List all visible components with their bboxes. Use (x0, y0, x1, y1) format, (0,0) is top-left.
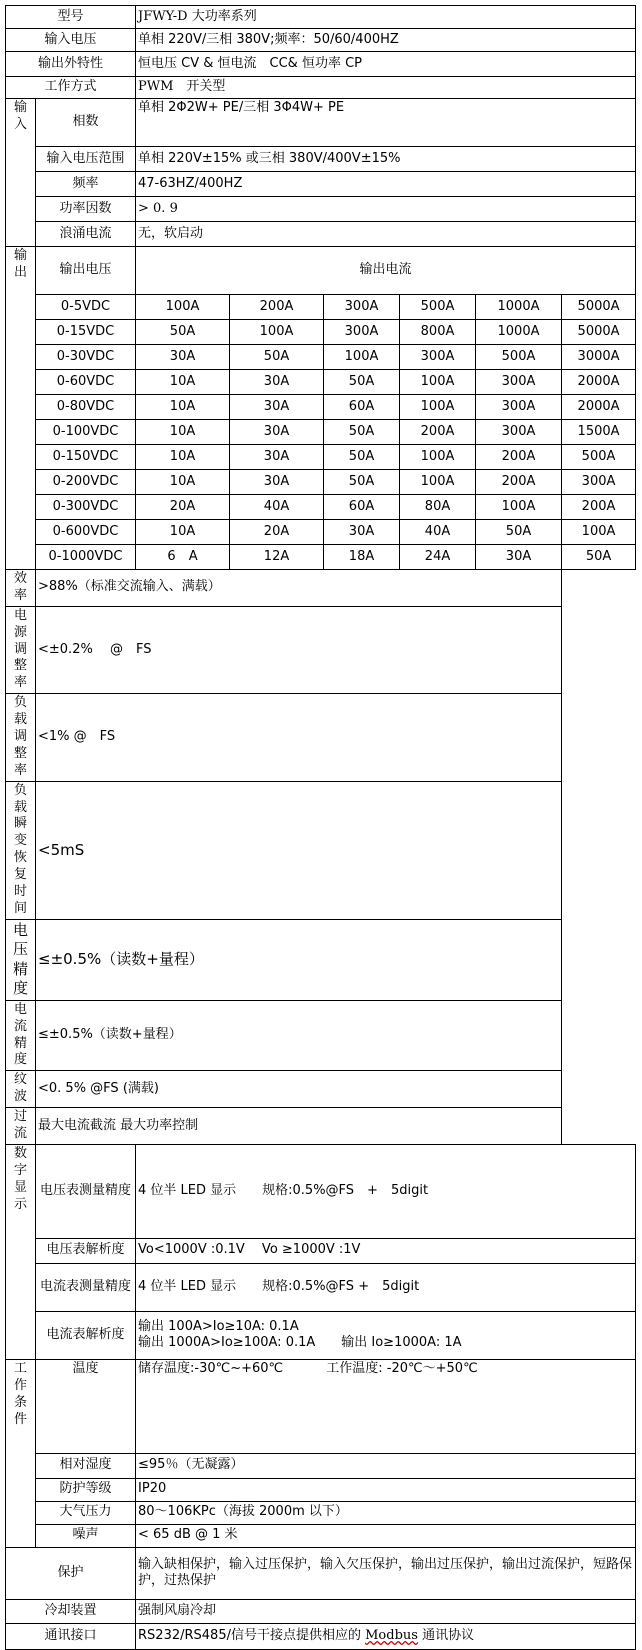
output-current-row (6, 545, 636, 570)
model-value: JFWY-D 大功率系列 (136, 6, 636, 29)
voltage-accuracy-value: ≤±0.5%（读数+量程） (36, 919, 562, 1000)
conditions-group-label: 工作条件 (6, 1359, 36, 1547)
row-work-mode (6, 77, 636, 99)
output-current-cell: 1000A (476, 295, 562, 320)
output-current-cell: 2000A (562, 370, 636, 395)
output-current-header: 输出电流 (136, 247, 636, 295)
row-protection (6, 1547, 636, 1599)
row-efficiency (6, 570, 636, 607)
output-current-cell: 200A (400, 420, 476, 445)
voltmeter-resolution-value: Vo<1000V :0.1V Vo ≥1000V :1V (136, 1238, 636, 1263)
output-current-cell: 5000A (562, 320, 636, 345)
ammeter-accuracy-value: 4 位半 LED 显示 规格:0.5%@FS + 5digit (136, 1263, 636, 1311)
output-current-row (6, 370, 636, 395)
output-current-cell: 30A (230, 395, 324, 420)
output-current-cell: 60A (324, 495, 400, 520)
output-voltage-cell: 0-1000VDC (36, 545, 136, 570)
output-voltage-cell: 0-100VDC (36, 420, 136, 445)
work-mode-value: PWM 开关型 (136, 77, 636, 99)
phase-value: 单相 2Φ2W+ PE/三相 3Φ4W+ PE (136, 99, 636, 147)
ammeter-accuracy-label: 电流表测量精度 (36, 1263, 136, 1311)
temperature-label: 温度 (36, 1359, 136, 1453)
row-noise (6, 1524, 636, 1547)
output-current-cell: 30A (476, 545, 562, 570)
output-current-cell: 10A (136, 370, 230, 395)
phase-label: 相数 (36, 99, 136, 147)
output-current-row (6, 445, 636, 470)
inrush-value: 无，软启动 (136, 222, 636, 247)
voltage-range-value: 单相 220V±15% 或三相 380V/400V±15% (136, 147, 636, 172)
row-current-accuracy (6, 1000, 636, 1071)
inrush-label: 浪涌电流 (36, 222, 136, 247)
output-current-cell: 10A (136, 420, 230, 445)
voltmeter-accuracy-label: 电压表测量精度 (36, 1144, 136, 1238)
output-group-label: 输出 (6, 247, 36, 570)
frequency-label: 频率 (36, 172, 136, 197)
power-factor-value: > 0. 9 (136, 197, 636, 222)
output-current-cell: 200A (230, 295, 324, 320)
output-current-cell: 40A (230, 495, 324, 520)
model-label: 型号 (6, 6, 136, 29)
input-voltage-value: 单相 220V/三相 380V;频率：50/60/400HZ (136, 29, 636, 52)
output-current-cell: 100A (230, 320, 324, 345)
ammeter-resolution-value (136, 1311, 636, 1359)
ripple-value: <0. 5% @FS (满载) (36, 1071, 562, 1108)
efficiency-label: 效率 (6, 570, 36, 607)
output-current-cell: 50A (324, 445, 400, 470)
output-current-cell: 100A (562, 520, 636, 545)
output-current-row (6, 320, 636, 345)
protection-class-label: 防护等级 (36, 1478, 136, 1501)
output-current-cell: 80A (400, 495, 476, 520)
output-current-row (6, 520, 636, 545)
row-voltage-range (6, 147, 636, 172)
row-protection-class (6, 1478, 636, 1501)
output-current-cell: 50A (562, 545, 636, 570)
output-current-cell: 100A (136, 295, 230, 320)
ripple-label: 纹波 (6, 1071, 36, 1108)
output-current-cell: 10A (136, 470, 230, 495)
output-current-cell: 18A (324, 545, 400, 570)
output-current-cell: 30A (230, 370, 324, 395)
output-current-cell: 100A (400, 470, 476, 495)
output-current-cell: 300A (476, 395, 562, 420)
output-current-cell: 500A (562, 445, 636, 470)
output-current-cell: 50A (230, 345, 324, 370)
output-voltage-header: 输出电压 (36, 247, 136, 295)
output-current-cell: 1000A (476, 320, 562, 345)
output-characteristic-label: 输出外特性 (6, 52, 136, 77)
output-current-row (6, 345, 636, 370)
output-current-row (6, 470, 636, 495)
output-current-cell: 30A (230, 420, 324, 445)
row-output-characteristic (6, 52, 636, 77)
output-voltage-cell: 0-15VDC (36, 320, 136, 345)
output-current-cell: 10A (136, 520, 230, 545)
voltage-range-label: 输入电压范围 (36, 147, 136, 172)
output-current-cell: 100A (400, 395, 476, 420)
overcurrent-label: 过流 (6, 1108, 36, 1145)
communication-value (136, 1623, 636, 1649)
output-current-cell: 300A (324, 295, 400, 320)
noise-label: 噪声 (36, 1524, 136, 1547)
output-current-cell: 300A (400, 345, 476, 370)
output-voltage-cell: 0-200VDC (36, 470, 136, 495)
work-mode-label: 工作方式 (6, 77, 136, 99)
output-current-cell: 30A (230, 445, 324, 470)
protection-value: 输入缺相保护，输入过压保护，输入欠压保护，输出过压保护，输出过流保护，短路保护，过热保护 (136, 1547, 636, 1599)
output-current-cell: 6 A (136, 545, 230, 570)
row-voltage-accuracy (6, 919, 636, 1000)
row-input-voltage (6, 29, 636, 52)
output-characteristic-value: 恒电压 CV & 恒电流 CC& 恒功率 CP (136, 52, 636, 77)
output-current-cell: 300A (476, 370, 562, 395)
row-phase (6, 99, 636, 147)
row-temperature (6, 1359, 636, 1453)
output-current-cell: 50A (136, 320, 230, 345)
output-current-cell: 200A (476, 470, 562, 495)
output-current-cell: 50A (476, 520, 562, 545)
row-overcurrent (6, 1108, 636, 1145)
line-regulation-label: 电源调整率 (6, 606, 36, 693)
output-current-cell: 100A (400, 445, 476, 470)
input-voltage-label: 输入电压 (6, 29, 136, 52)
row-ripple (6, 1071, 636, 1108)
cooling-label: 冷却装置 (6, 1599, 136, 1623)
spec-table (5, 5, 636, 1650)
row-frequency (6, 172, 636, 197)
output-voltage-cell: 0-150VDC (36, 445, 136, 470)
output-current-cell: 300A (324, 320, 400, 345)
row-power-factor (6, 197, 636, 222)
output-current-cell: 20A (136, 495, 230, 520)
row-inrush (6, 222, 636, 247)
output-current-cell: 40A (400, 520, 476, 545)
output-current-cell: 30A (136, 345, 230, 370)
noise-value: < 65 dB @ 1 米 (136, 1524, 636, 1547)
output-current-cell: 50A (324, 420, 400, 445)
voltmeter-resolution-label: 电压表解析度 (36, 1238, 136, 1263)
ammeter-resolution-line2: 输出 1000A>Io≥100A: 0.1A 输出 Io≥1000A: 1A (138, 1335, 462, 1351)
output-current-cell: 3000A (562, 345, 636, 370)
line-regulation-value: <±0.2% @ FS (36, 606, 562, 693)
row-voltmeter-resolution (6, 1238, 636, 1263)
output-current-row (6, 495, 636, 520)
input-group-label: 输入 (6, 99, 36, 247)
load-regulation-label: 负载调整率 (6, 694, 36, 781)
output-current-cell: 300A (476, 420, 562, 445)
output-current-cell: 24A (400, 545, 476, 570)
output-current-cell: 10A (136, 395, 230, 420)
output-voltage-cell: 0-600VDC (36, 520, 136, 545)
output-current-cell: 100A (400, 370, 476, 395)
row-load-regulation (6, 694, 636, 781)
output-voltage-cell: 0-60VDC (36, 370, 136, 395)
output-voltage-cell: 0-5VDC (36, 295, 136, 320)
row-communication (6, 1623, 636, 1649)
humidity-label: 相对湿度 (36, 1453, 136, 1478)
output-current-cell: 300A (562, 470, 636, 495)
protection-class-value: IP20 (136, 1478, 636, 1501)
row-humidity (6, 1453, 636, 1478)
power-factor-label: 功率因数 (36, 197, 136, 222)
row-line-regulation (6, 606, 636, 693)
output-current-cell: 200A (562, 495, 636, 520)
output-current-row (6, 295, 636, 320)
output-voltage-cell: 0-300VDC (36, 495, 136, 520)
row-output-header (6, 247, 636, 295)
output-current-cell: 800A (400, 320, 476, 345)
frequency-value: 47-63HZ/400HZ (136, 172, 636, 197)
output-current-cell: 500A (400, 295, 476, 320)
output-current-cell: 50A (324, 370, 400, 395)
ammeter-resolution-line1: 输出 100A>Io≥10A: 0.1A (138, 1318, 299, 1334)
row-model (6, 6, 636, 29)
output-voltage-cell: 0-30VDC (36, 345, 136, 370)
output-current-cell: 200A (476, 445, 562, 470)
output-current-cell: 2000A (562, 395, 636, 420)
row-transient-recovery (6, 781, 636, 919)
output-current-cell: 30A (324, 520, 400, 545)
cooling-value: 强制风扇冷却 (136, 1599, 636, 1623)
output-current-cell: 20A (230, 520, 324, 545)
transient-recovery-label: 负载瞬变恢复时间 (6, 781, 36, 919)
row-pressure (6, 1501, 636, 1524)
display-group-label: 数字显示 (6, 1144, 36, 1359)
communication-protocol: Modbus (365, 1627, 418, 1643)
output-current-cell: 12A (230, 545, 324, 570)
output-voltage-cell: 0-80VDC (36, 395, 136, 420)
row-ammeter-accuracy (6, 1263, 636, 1311)
communication-prefix: RS232/RS485/信号干接点提供相应的 (138, 1627, 366, 1643)
ammeter-resolution-label: 电流表解析度 (36, 1311, 136, 1359)
output-current-cell: 100A (324, 345, 400, 370)
current-accuracy-value: ≤±0.5%（读数+量程） (36, 1000, 562, 1071)
output-current-cell: 30A (230, 470, 324, 495)
communication-suffix: 通讯协议 (417, 1627, 475, 1643)
voltage-accuracy-label: 电压精度 (6, 919, 36, 1000)
output-current-cell: 50A (324, 470, 400, 495)
protection-label: 保护 (6, 1547, 136, 1599)
current-accuracy-label: 电流精度 (6, 1000, 36, 1071)
output-current-row (6, 395, 636, 420)
output-current-cell: 1500A (562, 420, 636, 445)
voltmeter-accuracy-value: 4 位半 LED 显示 规格:0.5%@FS + 5digit (136, 1144, 636, 1238)
output-current-cell: 5000A (562, 295, 636, 320)
humidity-value: ≤95％（无凝露） (136, 1453, 636, 1478)
load-regulation-value: <1% @ FS (36, 694, 562, 781)
output-current-row (6, 420, 636, 445)
output-current-cell: 60A (324, 395, 400, 420)
efficiency-value: >88%（标准交流输入、满载） (36, 570, 562, 607)
output-current-cell: 100A (476, 495, 562, 520)
row-voltmeter-accuracy (6, 1144, 636, 1238)
temperature-value: 储存温度:-30℃~+60℃ 工作温度: -20℃～+50℃ (136, 1359, 636, 1453)
output-current-cell: 500A (476, 345, 562, 370)
overcurrent-value: 最大电流截流 最大功率控制 (36, 1108, 562, 1145)
pressure-label: 大气压力 (36, 1501, 136, 1524)
row-ammeter-resolution (6, 1311, 636, 1359)
output-current-cell: 10A (136, 445, 230, 470)
transient-recovery-value: <5mS (36, 781, 562, 919)
communication-label: 通讯接口 (6, 1623, 136, 1649)
row-cooling (6, 1599, 636, 1623)
pressure-value: 80～106KPc（海拔 2000m 以下） (136, 1501, 636, 1524)
